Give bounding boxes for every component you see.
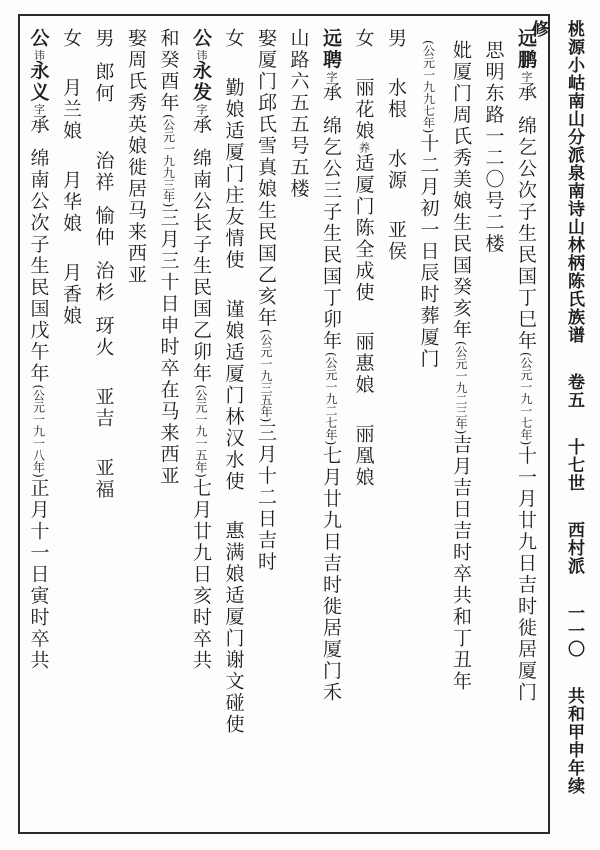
courtesy-marker: 字 — [195, 103, 208, 115]
text-column-11 — [185, 28, 218, 824]
son-name: 玡火 — [92, 315, 115, 359]
text-column-15 — [55, 28, 88, 824]
birth-date-text: 三月十二日吉时 — [255, 422, 277, 573]
courtesy-marker: 字 — [520, 71, 533, 82]
daughter-name: 丽花娘 — [352, 77, 375, 142]
sons-label: 男 — [92, 28, 115, 50]
person-name-char: 鹏 — [515, 49, 537, 71]
death-date-text: 三月三十日申时卒在马来西亚 — [157, 207, 180, 487]
birth-text: 绵乞公次子生民国丁巳年 — [515, 115, 537, 352]
text-column-9 — [250, 28, 283, 824]
daughter-name: 丽凰娘 — [352, 424, 375, 489]
spouse-text: 娶厦门邱氏雪真娘生民国乙亥年 — [255, 28, 277, 329]
son-name: 亚吉 — [92, 386, 115, 430]
daughter-name: 月兰娘 — [60, 77, 82, 142]
son-name: 治祥 — [92, 150, 115, 194]
burial-text: 十二月初一日辰时葬厦门 — [417, 133, 440, 370]
daughter-entry: 谨娘适厦门林汉水使 — [222, 299, 245, 493]
adopted-marker: 养 — [357, 142, 371, 153]
book-title: 桃源小岵南山分派泉南诗山林柄陈氏族谱 — [564, 20, 584, 344]
daughters-label: 女 — [222, 28, 245, 50]
volume-label: 卷五 — [564, 372, 584, 409]
gregorian-note: (公元一九一七年) — [519, 352, 533, 446]
residence-text: 十一月廿九日吉时徙居厦门 — [515, 445, 537, 704]
courtesy-marker: 字 — [325, 71, 338, 82]
address-text: 山路六五五号五楼 — [287, 28, 310, 200]
gregorian-note: (公元一九二七年) — [324, 352, 338, 446]
son-name: 郎何 — [92, 61, 115, 105]
person-name-char: 远 — [320, 28, 342, 50]
courtesy-name: 承 — [190, 114, 212, 136]
daughter-name: 月华娘 — [60, 170, 82, 235]
birth-text: 绵乞公三子生民国丁卯年 — [320, 115, 342, 352]
gregorian-note: (公元一九二三年) — [454, 341, 468, 435]
daughters-label: 女 — [60, 28, 82, 50]
page-number: 一一〇 — [564, 603, 584, 658]
gregorian-note: (公元一九一五年) — [194, 384, 208, 478]
text-column-10 — [217, 28, 250, 824]
honorific: 公 — [190, 28, 212, 50]
honorific: 公 — [27, 28, 50, 50]
genealogy-text — [28, 28, 542, 824]
spouse-text: 娶周氏秀英娘徙居马来西亚 — [125, 28, 147, 286]
daughter-entry: 惠满娘适厦门谢文碰使 — [222, 520, 245, 736]
sons-label: 男 — [385, 28, 407, 50]
edition-label: 共和甲申年续修 — [528, 20, 584, 795]
son-name: 亚侯 — [385, 219, 407, 263]
running-header — [528, 20, 592, 830]
text-column-14 — [87, 28, 120, 824]
son-name: 愉仲 — [92, 205, 115, 249]
generation-label: 十七世 — [564, 437, 584, 492]
birth-text: 绵南公长子生民国乙卯年 — [190, 148, 212, 385]
residence-text: 七月廿九日吉时徙居厦门禾 — [320, 445, 342, 704]
text-column-4 — [412, 28, 445, 824]
text-column-5 — [380, 28, 413, 824]
courtesy-name: 承 — [27, 114, 50, 136]
text-column-13 — [120, 28, 153, 824]
death-text: 和癸酉年 — [157, 28, 180, 114]
text-column-16 — [22, 28, 55, 824]
person-name-char: 聘 — [320, 49, 342, 71]
daughter-entry: 勤娘适厦门庄友情使 — [222, 77, 245, 271]
address-text: 思明东路一二〇号二楼 — [482, 40, 505, 255]
text-column-8 — [282, 28, 315, 824]
daughters-label: 女 — [352, 28, 375, 50]
text-column-2 — [477, 28, 510, 824]
person-name: 永义 — [27, 60, 50, 104]
gregorian-note: (公元一九一八年) — [31, 384, 46, 478]
text-column-1 — [510, 28, 543, 824]
son-name: 治杉 — [92, 260, 115, 304]
daughter-name: 丽惠娘 — [352, 331, 375, 396]
spouse-text: 妣厦门周氏秀美娘生民国癸亥年 — [450, 40, 472, 341]
marriage-text: 适厦门陈全成使 — [352, 153, 375, 304]
gregorian-note: (公元一九九七年) — [421, 40, 436, 134]
death-text: 吉月吉日吉时卒共和丁丑年 — [450, 434, 472, 693]
gregorian-note: (公元一九九三年) — [161, 114, 176, 208]
courtesy-name: 承 — [515, 82, 537, 104]
person-name-char: 远 — [515, 28, 537, 50]
death-text: 七月廿九日亥时卒共 — [190, 477, 212, 672]
text-column-7 — [315, 28, 348, 824]
text-column-3 — [445, 28, 478, 824]
gregorian-note: (公元一九三五年) — [259, 329, 273, 423]
person-name: 永发 — [190, 60, 212, 104]
branch-label: 西村派 — [564, 520, 584, 575]
text-column-12 — [152, 28, 185, 824]
son-name: 亚福 — [92, 457, 115, 501]
taboo-name-marker: 讳 — [32, 49, 46, 61]
daughter-name: 月香娘 — [60, 262, 82, 327]
taboo-name-marker: 讳 — [195, 49, 208, 61]
death-text: 正月十一日寅时卒共 — [27, 477, 50, 672]
text-column-6 — [347, 28, 380, 824]
son-name: 水根 — [385, 77, 407, 121]
courtesy-marker: 字 — [32, 103, 46, 115]
son-name: 水源 — [385, 148, 407, 192]
birth-text: 绵南公次子生民国戊午年 — [27, 148, 50, 385]
courtesy-name: 承 — [320, 82, 342, 104]
